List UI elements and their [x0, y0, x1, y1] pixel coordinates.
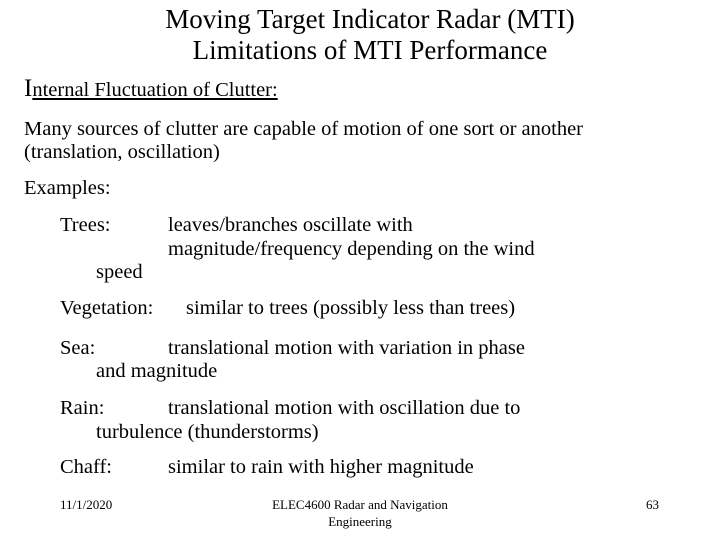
footer-course — [240, 496, 480, 530]
footer-date: 11/1/2020 — [60, 497, 113, 512]
example-desc-rain-2: turbulence (thunderstorms) — [96, 421, 319, 443]
example-term-trees: Trees: — [60, 214, 111, 236]
heading-first-letter: I — [24, 75, 33, 102]
footer-course-line-2: Engineering — [328, 514, 392, 529]
example-desc-trees-3: speed — [96, 261, 143, 283]
example-term-vegetation: Vegetation: — [60, 297, 154, 319]
example-term-chaff: Chaff: — [60, 456, 113, 478]
example-desc-chaff: similar to rain with higher magnitude — [168, 456, 474, 478]
examples-label: Examples: — [24, 177, 111, 199]
footer-page-number: 63 — [646, 497, 659, 512]
intro-line-1: Many sources of clutter are capable of motion of one sort or another — [24, 118, 583, 140]
example-desc-trees-2: magnitude/frequency depending on the wind — [168, 238, 535, 260]
example-desc-sea-2: and magnitude — [96, 360, 218, 382]
example-term-rain: Rain: — [60, 397, 105, 419]
example-desc-vegetation: similar to trees (possibly less than trees) — [186, 297, 516, 319]
title-line-2: Limitations of MTI Performance — [192, 35, 548, 65]
example-desc-sea-1: translational motion with variation in phase — [168, 337, 525, 359]
title-line-1: Moving Target Indicator Radar (MTI) — [165, 4, 575, 34]
example-desc-trees-1: leaves/branches oscillate with — [168, 214, 413, 236]
heading-rest: nternal Fluctuation of Clutter: — [32, 79, 278, 101]
footer-course-line-1: ELEC4600 Radar and Navigation — [272, 497, 448, 512]
example-term-sea: Sea: — [60, 337, 96, 359]
example-desc-rain-1: translational motion with oscillation due to — [168, 397, 521, 419]
section-heading — [24, 75, 278, 102]
intro-line-2: (translation, oscillation) — [24, 141, 220, 163]
slide-title — [0, 4, 720, 66]
